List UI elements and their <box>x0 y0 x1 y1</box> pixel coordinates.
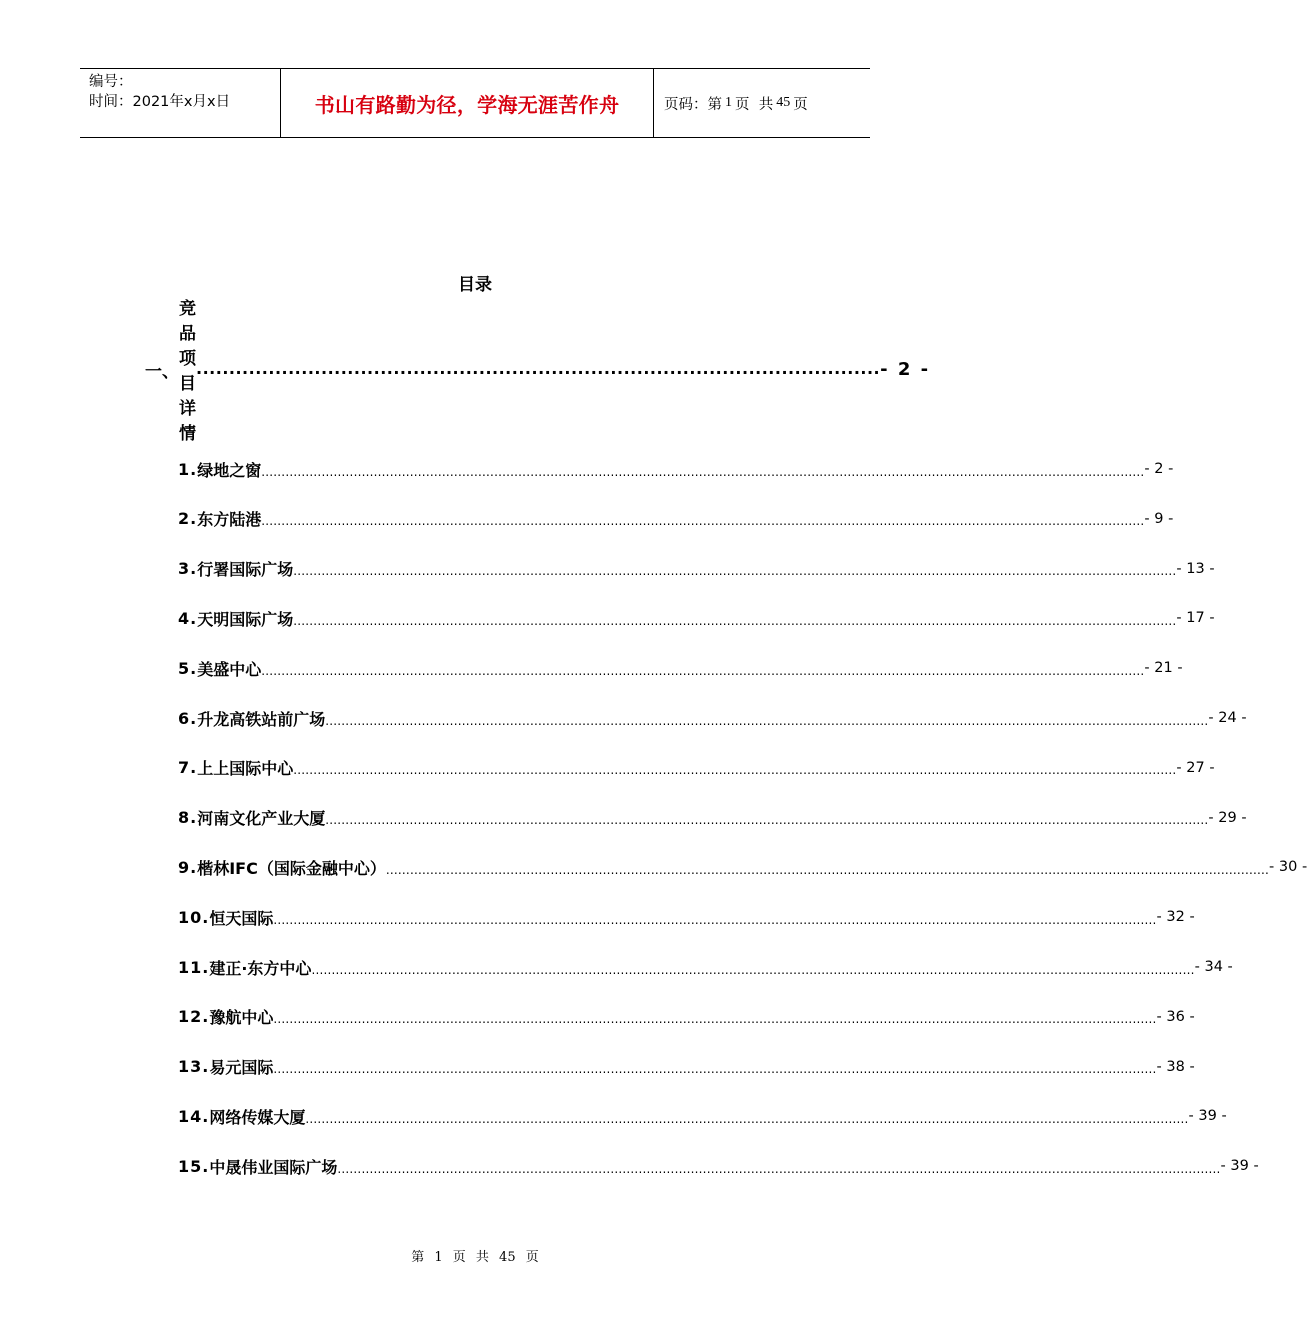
toc-item-label: 天明国际广场 <box>197 609 294 629</box>
toc-item[interactable] <box>178 705 1247 731</box>
toc-item-number: 12. <box>178 1007 210 1027</box>
header-table <box>80 68 870 138</box>
header-page-suffix: 页 <box>793 96 808 113</box>
toc-item-page: - 36 - <box>1156 1008 1195 1025</box>
header-page-mid: 页 共 <box>735 96 774 113</box>
toc-dot-leader: ............................................................................................................................................................................................................................ <box>273 1012 1157 1027</box>
toc-item-number: 7. <box>178 758 198 778</box>
toc-item-number: 3. <box>178 559 198 579</box>
header-meta-cell <box>80 69 281 137</box>
toc-dot-leader: ........................................................................................................ <box>196 359 881 378</box>
toc-item-label: 网络传媒大厦 <box>209 1107 306 1127</box>
toc-dot-leader: ............................................................................................................................................................................................................................ <box>305 1111 1189 1126</box>
toc-dot-leader: ............................................................................................................................................................................................................................ <box>311 962 1195 977</box>
toc-item-number: 8. <box>178 808 198 828</box>
header-motto: 书山有路勤为径，学海无涯苦作舟 <box>314 92 620 117</box>
toc-item-page: - 2 - <box>1144 461 1174 477</box>
document-time-label: 时间：2021年x月x日 <box>89 94 231 110</box>
toc-item-page: - 13 - <box>1176 560 1215 577</box>
toc-item-label: 建正·东方中心 <box>209 958 312 978</box>
toc-item-label: 中晟伟业国际广场 <box>209 1157 338 1177</box>
toc-dot-leader: ............................................................................................................................................................................................................................ <box>293 564 1177 579</box>
toc-item-label: 美盛中心 <box>197 659 262 679</box>
toc-item[interactable] <box>178 904 1195 930</box>
header-page-total: 45 <box>776 95 791 110</box>
toc-item-number: 10. <box>178 907 210 927</box>
toc-item-page: - 21 - <box>1144 660 1183 677</box>
toc-title: 目录 <box>458 275 492 295</box>
toc-item-page: - 32 - <box>1156 909 1195 926</box>
toc-item[interactable] <box>178 456 1174 482</box>
toc-item-page: - 38 - <box>1156 1058 1195 1075</box>
toc-item-page: - 39 - <box>1220 1158 1259 1175</box>
toc-dot-leader: ............................................................................................................................................................................................................................ <box>273 1062 1157 1077</box>
toc-item-label: 恒天国际 <box>209 908 274 928</box>
toc-item-page: - 29 - <box>1208 809 1247 826</box>
toc-item-label: 楷林IFC（国际金融中心） <box>197 858 386 878</box>
header-page-cell <box>654 69 870 137</box>
toc-item-page: - 27 - <box>1176 759 1215 776</box>
toc-item-number: 2. <box>178 509 198 529</box>
toc-item[interactable] <box>178 1004 1195 1030</box>
document-number-label: 编号： <box>89 74 133 90</box>
toc-section-page: - 2 - <box>880 358 931 380</box>
toc-section-label: 竞品项目详情 <box>179 299 196 444</box>
toc-item-page: - 9 - <box>1144 510 1174 527</box>
toc-item-number: 4. <box>178 608 198 628</box>
toc-dot-leader: ............................................................................................................................................................................................................................ <box>325 813 1209 828</box>
toc-item-page: - 34 - <box>1194 959 1233 975</box>
toc-item-number: 6. <box>178 708 198 728</box>
toc-dot-leader: ............................................................................................................................................................................................................................ <box>261 663 1145 678</box>
toc-item[interactable] <box>178 506 1174 532</box>
toc-item[interactable] <box>178 854 1307 880</box>
toc-dot-leader: ............................................................................................................................................................................................................................ <box>261 464 1145 479</box>
toc-item-number: 5. <box>178 658 198 678</box>
toc-item-label: 易元国际 <box>209 1058 274 1078</box>
toc-item[interactable] <box>178 805 1247 831</box>
toc-item-number: 15. <box>178 1156 210 1176</box>
toc-item-page: - 39 - <box>1188 1108 1227 1125</box>
toc-dot-leader: ............................................................................................................................................................................................................................ <box>293 613 1177 628</box>
toc-item-number: 14. <box>178 1106 210 1126</box>
toc-item-number: 1. <box>178 459 198 479</box>
toc-item-label: 绿地之窗 <box>197 460 262 480</box>
toc-item-page: - 30 - <box>1269 859 1307 876</box>
toc-item[interactable] <box>178 1054 1195 1080</box>
toc-section-number: 一、 <box>145 361 179 382</box>
toc-dot-leader: ............................................................................................................................................................................................................................ <box>273 912 1157 927</box>
toc-item[interactable] <box>178 1103 1227 1129</box>
toc-dot-leader: ............................................................................................................................................................................................................................ <box>385 862 1270 877</box>
toc-item[interactable] <box>178 954 1233 980</box>
toc-item[interactable] <box>178 556 1215 582</box>
toc-item[interactable] <box>178 755 1215 781</box>
toc-item-page: - 24 - <box>1208 710 1247 726</box>
toc-dot-leader: ............................................................................................................................................................................................................................ <box>261 514 1145 529</box>
toc-item-number: 9. <box>178 857 198 877</box>
toc-item-page: - 17 - <box>1176 610 1215 627</box>
toc-dot-leader: ............................................................................................................................................................................................................................ <box>293 763 1177 778</box>
toc-dot-leader: ............................................................................................................................................................................................................................ <box>337 1161 1221 1176</box>
toc-item-number: 13. <box>178 1057 210 1077</box>
header-page-prefix: 页码：第 <box>664 96 722 113</box>
toc-item-label: 东方陆港 <box>197 510 262 530</box>
toc-item-label: 上上国际中心 <box>197 759 294 779</box>
toc-item-number: 11. <box>178 957 210 977</box>
toc-item-label: 河南文化产业大厦 <box>197 809 326 829</box>
toc-item-label: 行署国际广场 <box>197 560 294 580</box>
toc-item[interactable] <box>178 655 1183 681</box>
header-page-current: 1 <box>725 95 732 110</box>
toc-item[interactable] <box>178 1153 1259 1179</box>
toc-item-label: 升龙高铁站前广场 <box>197 709 326 729</box>
page-footer: 第 1 页 共 45 页 <box>411 1250 539 1265</box>
toc-item[interactable] <box>178 605 1215 631</box>
toc-item-label: 豫航中心 <box>209 1008 274 1028</box>
toc-dot-leader: ............................................................................................................................................................................................................................ <box>325 713 1209 728</box>
header-motto-cell <box>281 69 654 137</box>
toc-section-1[interactable] <box>145 299 931 444</box>
